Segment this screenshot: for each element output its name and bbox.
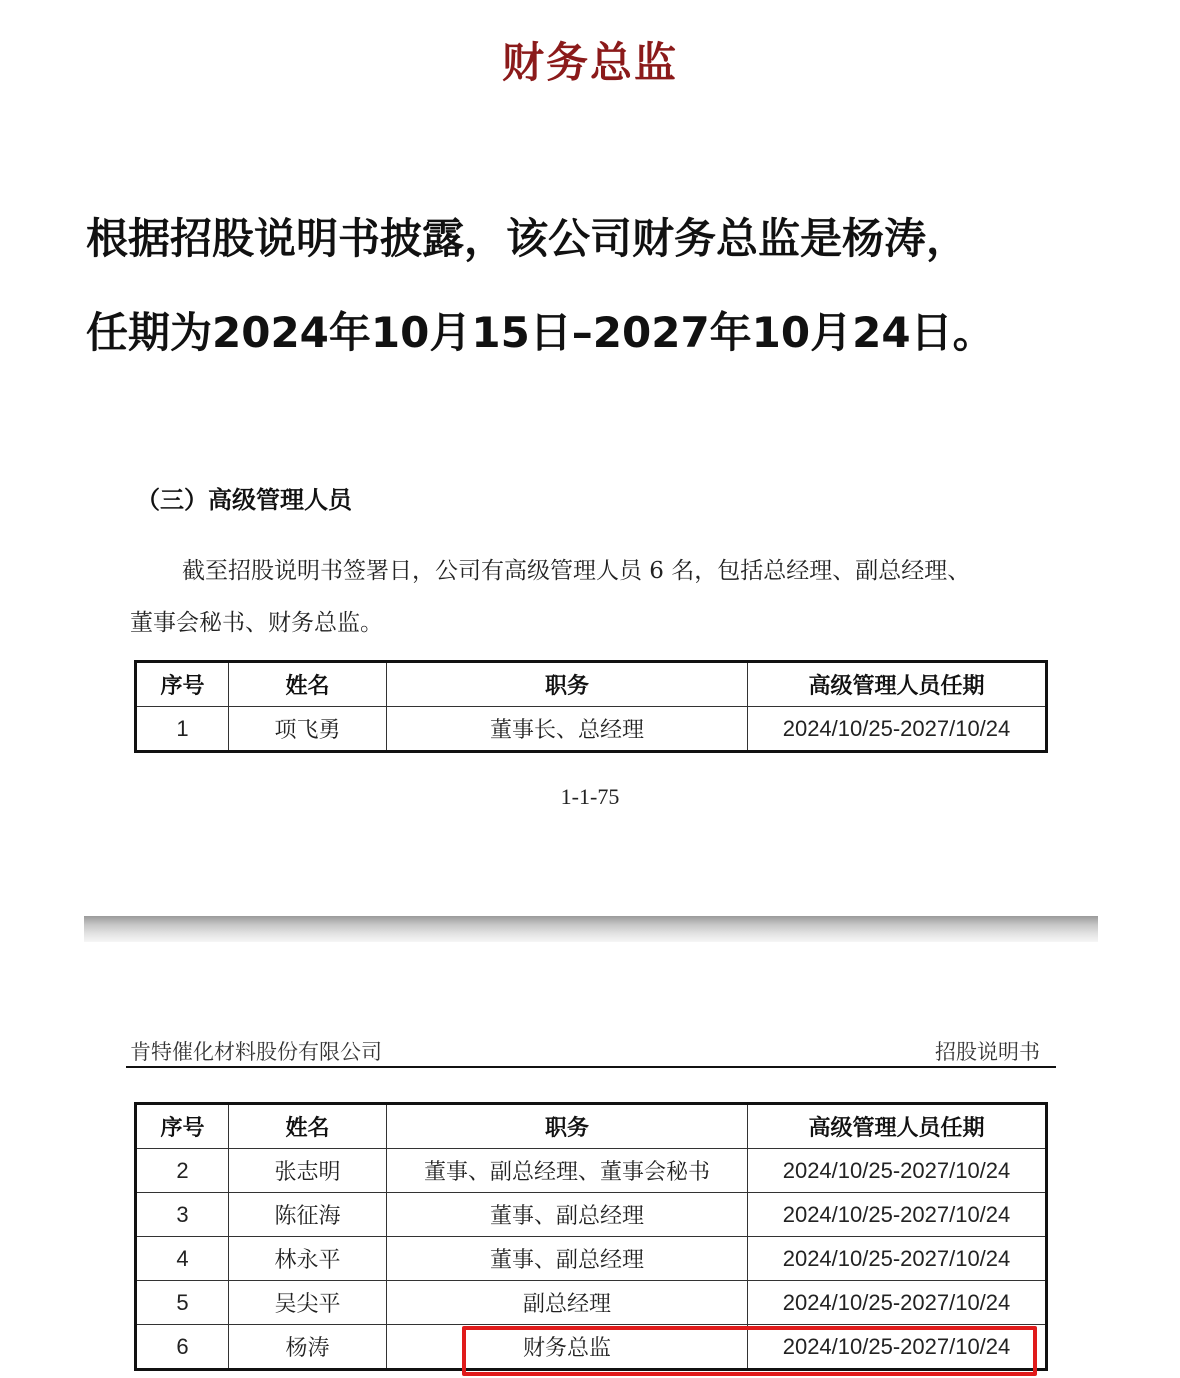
- cell-name: 杨涛: [229, 1325, 387, 1370]
- cell-position: 董事、副总经理、董事会秘书: [387, 1149, 748, 1193]
- cell-no: 3: [136, 1193, 229, 1237]
- cell-no: 5: [136, 1281, 229, 1325]
- header-term: 高级管理人员任期: [748, 1104, 1047, 1149]
- document-header: [126, 1036, 1056, 1068]
- cell-name: 项飞勇: [229, 707, 387, 752]
- page-title: 财务总监: [501, 38, 678, 87]
- section-paragraph-line-2: 董事会秘书、财务总监。: [130, 610, 383, 636]
- cell-term: 2024/10/25-2027/10/24: [748, 1281, 1047, 1325]
- header-position: 职务: [387, 662, 748, 707]
- header-term: 高级管理人员任期: [748, 662, 1047, 707]
- cell-position: 财务总监: [387, 1325, 748, 1370]
- document-type: 招股说明书: [935, 1040, 1040, 1064]
- company-name: 肯特催化材料股份有限公司: [130, 1040, 382, 1064]
- cell-no: 2: [136, 1149, 229, 1193]
- header-position: 职务: [387, 1104, 748, 1149]
- section-paragraph-line-1: 截至招股说明书签署日，公司有高级管理人员 6 名，包括总经理、副总经理、: [182, 558, 971, 584]
- cell-no: 4: [136, 1237, 229, 1281]
- table-row: [136, 1149, 1047, 1193]
- cell-name: 林永平: [229, 1237, 387, 1281]
- executives-table-top: [134, 660, 1048, 753]
- table-header-row: [136, 662, 1047, 707]
- cell-name: 张志明: [229, 1149, 387, 1193]
- header-no: 序号: [136, 662, 229, 707]
- header-name: 姓名: [229, 662, 387, 707]
- cell-term: 2024/10/25-2027/10/24: [748, 1193, 1047, 1237]
- highlight-box: [462, 1326, 1037, 1376]
- table-row: [136, 1281, 1047, 1325]
- cell-name: 吴尖平: [229, 1281, 387, 1325]
- cell-position: 副总经理: [387, 1281, 748, 1325]
- cell-term: 2024/10/25-2027/10/24: [748, 1325, 1047, 1370]
- lead-text-line-1: 根据招股说明书披露，该公司财务总监是杨涛，: [86, 214, 969, 263]
- cell-position: 董事、副总经理: [387, 1193, 748, 1237]
- header-name: 姓名: [229, 1104, 387, 1149]
- table-row: [136, 1237, 1047, 1281]
- table-row: [136, 707, 1047, 752]
- cell-position: 董事、副总经理: [387, 1237, 748, 1281]
- header-no: 序号: [136, 1104, 229, 1149]
- table-row: [136, 1193, 1047, 1237]
- cell-no: 1: [136, 707, 229, 752]
- page-break-divider: [84, 916, 1098, 942]
- section-heading: （三）高级管理人员: [136, 485, 352, 514]
- table-header-row: [136, 1104, 1047, 1149]
- cell-name: 陈征海: [229, 1193, 387, 1237]
- lead-text-line-2: 任期为2024年10月15日–2027年10月24日。: [86, 308, 995, 357]
- cell-term: 2024/10/25-2027/10/24: [748, 1149, 1047, 1193]
- page-number: 1-1-75: [560, 784, 620, 809]
- cell-position: 董事长、总经理: [387, 707, 748, 752]
- cell-no: 6: [136, 1325, 229, 1370]
- cell-term: 2024/10/25-2027/10/24: [748, 707, 1047, 752]
- cell-term: 2024/10/25-2027/10/24: [748, 1237, 1047, 1281]
